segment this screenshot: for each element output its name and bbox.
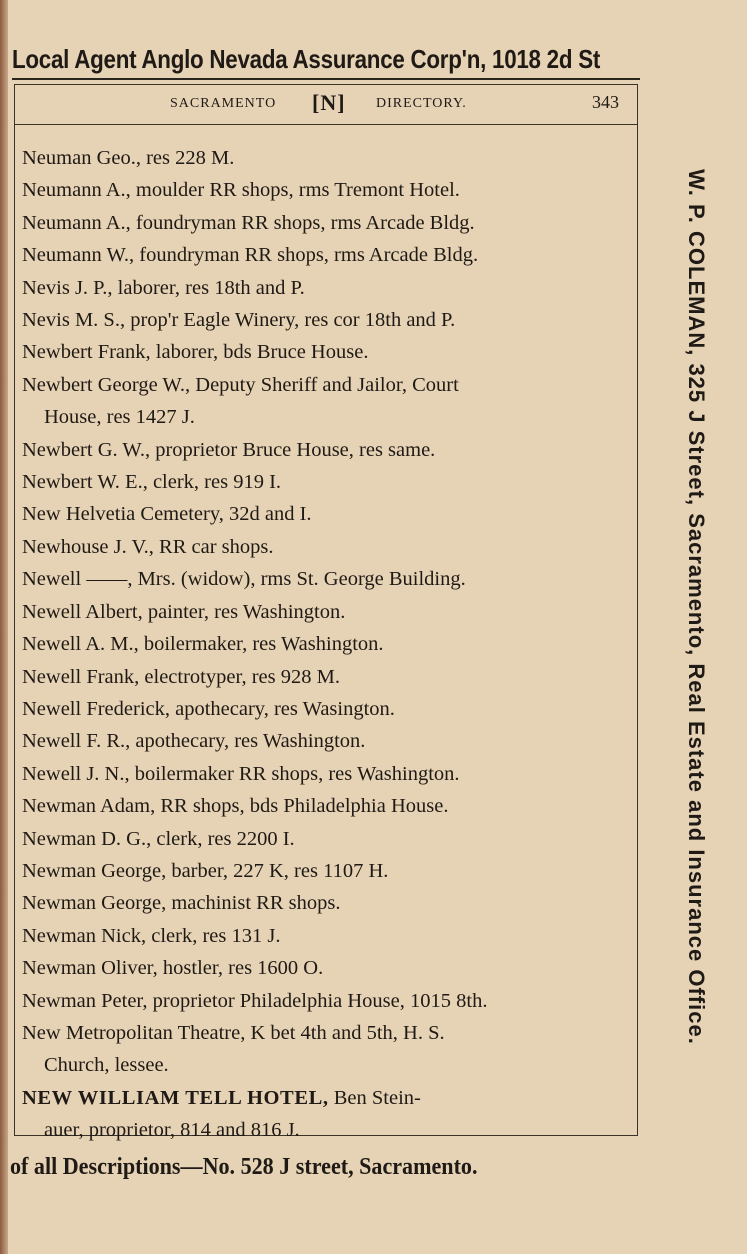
- directory-entry: Nevis J. P., laborer, res 18th and P.: [22, 276, 305, 299]
- directory-entry: Newell J. N., boilermaker RR shops, res Washington.: [22, 762, 460, 785]
- header-section-letter: [N]: [312, 90, 346, 115]
- directory-entry: Newell Frederick, apothecary, res Wasington.: [22, 697, 395, 720]
- directory-entry: New Helvetia Cemetery, 32d and I.: [22, 503, 312, 526]
- directory-entry: Newman D. G., clerk, res 2200 I.: [22, 827, 295, 850]
- directory-entry: Newbert G. W., proprietor Bruce House, res same.: [22, 438, 436, 461]
- directory-entry: Newell Frank, electrotyper, res 928 M.: [22, 665, 340, 688]
- directory-entry: Neumann W., foundryman RR shops, rms Arcade Bldg.: [22, 244, 479, 267]
- directory-entry: Newell A. M., boilermaker, res Washington.: [22, 633, 384, 656]
- top-rule: [12, 78, 640, 80]
- header-directory: DIRECTORY.: [376, 96, 467, 111]
- page-edge: [0, 0, 8, 1254]
- directory-entry: House, res 1427 J.: [44, 406, 195, 429]
- entry-detail: Ben Stein-: [328, 1086, 421, 1109]
- directory-entry: Newell Albert, painter, res Washington.: [22, 600, 346, 623]
- header-city: SACRAMENTO: [170, 96, 277, 111]
- directory-entry: Newbert George W., Deputy Sheriff and Jailor, Court: [22, 373, 459, 396]
- bottom-advertisement: of all Descriptions—No. 528 J street, Sacramento.: [10, 1154, 478, 1180]
- entry-name: NEW WILLIAM TELL HOTEL,: [22, 1086, 329, 1109]
- side-advertisement-text: W. P. COLEMAN, 325 J Street, Sacramento, Real Estate and Insurance Office.: [684, 169, 709, 1045]
- directory-entry: Newhouse J. V., RR car shops.: [22, 535, 274, 558]
- directory-entries: [22, 142, 628, 1147]
- header-rule: [14, 124, 638, 125]
- directory-entry: Newman Adam, RR shops, bds Philadelphia House.: [22, 795, 449, 818]
- directory-entry: Neumann A., foundryman RR shops, rms Arcade Bldg.: [22, 211, 475, 234]
- directory-entry: [22, 1082, 628, 1114]
- directory-entry: auer, proprietor, 814 and 816 J.: [44, 1119, 300, 1142]
- directory-entry: Nevis M. S., prop'r Eagle Winery, res cor 18th and P.: [22, 309, 456, 332]
- top-advertisement: Local Agent Anglo Nevada Assurance Corp'n, 1018 2d St: [12, 44, 601, 74]
- directory-entry: Neuman Geo., res 228 M.: [22, 147, 235, 169]
- directory-entry: Newbert Frank, laborer, bds Bruce House.: [22, 341, 369, 364]
- directory-entry: New Metropolitan Theatre, K bet 4th and 5th, H. S.: [22, 1021, 445, 1044]
- directory-entry: Neumann A., moulder RR shops, rms Tremont Hotel.: [22, 179, 460, 202]
- side-advertisement: [680, 72, 712, 1142]
- directory-entry: Newman George, barber, 227 K, res 1107 H.: [22, 859, 389, 882]
- directory-entry: Newell ——, Mrs. (widow), rms St. George Building.: [22, 568, 466, 591]
- directory-entry: Newman Nick, clerk, res 131 J.: [22, 924, 281, 947]
- directory-entry: Newbert W. E., clerk, res 919 I.: [22, 471, 282, 494]
- directory-entry: Church, lessee.: [44, 1054, 169, 1077]
- directory-entry: Newman George, machinist RR shops.: [22, 892, 341, 915]
- directory-entry: Newman Oliver, hostler, res 1600 O.: [22, 957, 324, 980]
- directory-entry: Newman Peter, proprietor Philadelphia House, 1015 8th.: [22, 989, 488, 1012]
- page-number: 343: [592, 92, 619, 112]
- directory-entry: Newell F. R., apothecary, res Washington.: [22, 730, 366, 753]
- page-header: [14, 90, 638, 120]
